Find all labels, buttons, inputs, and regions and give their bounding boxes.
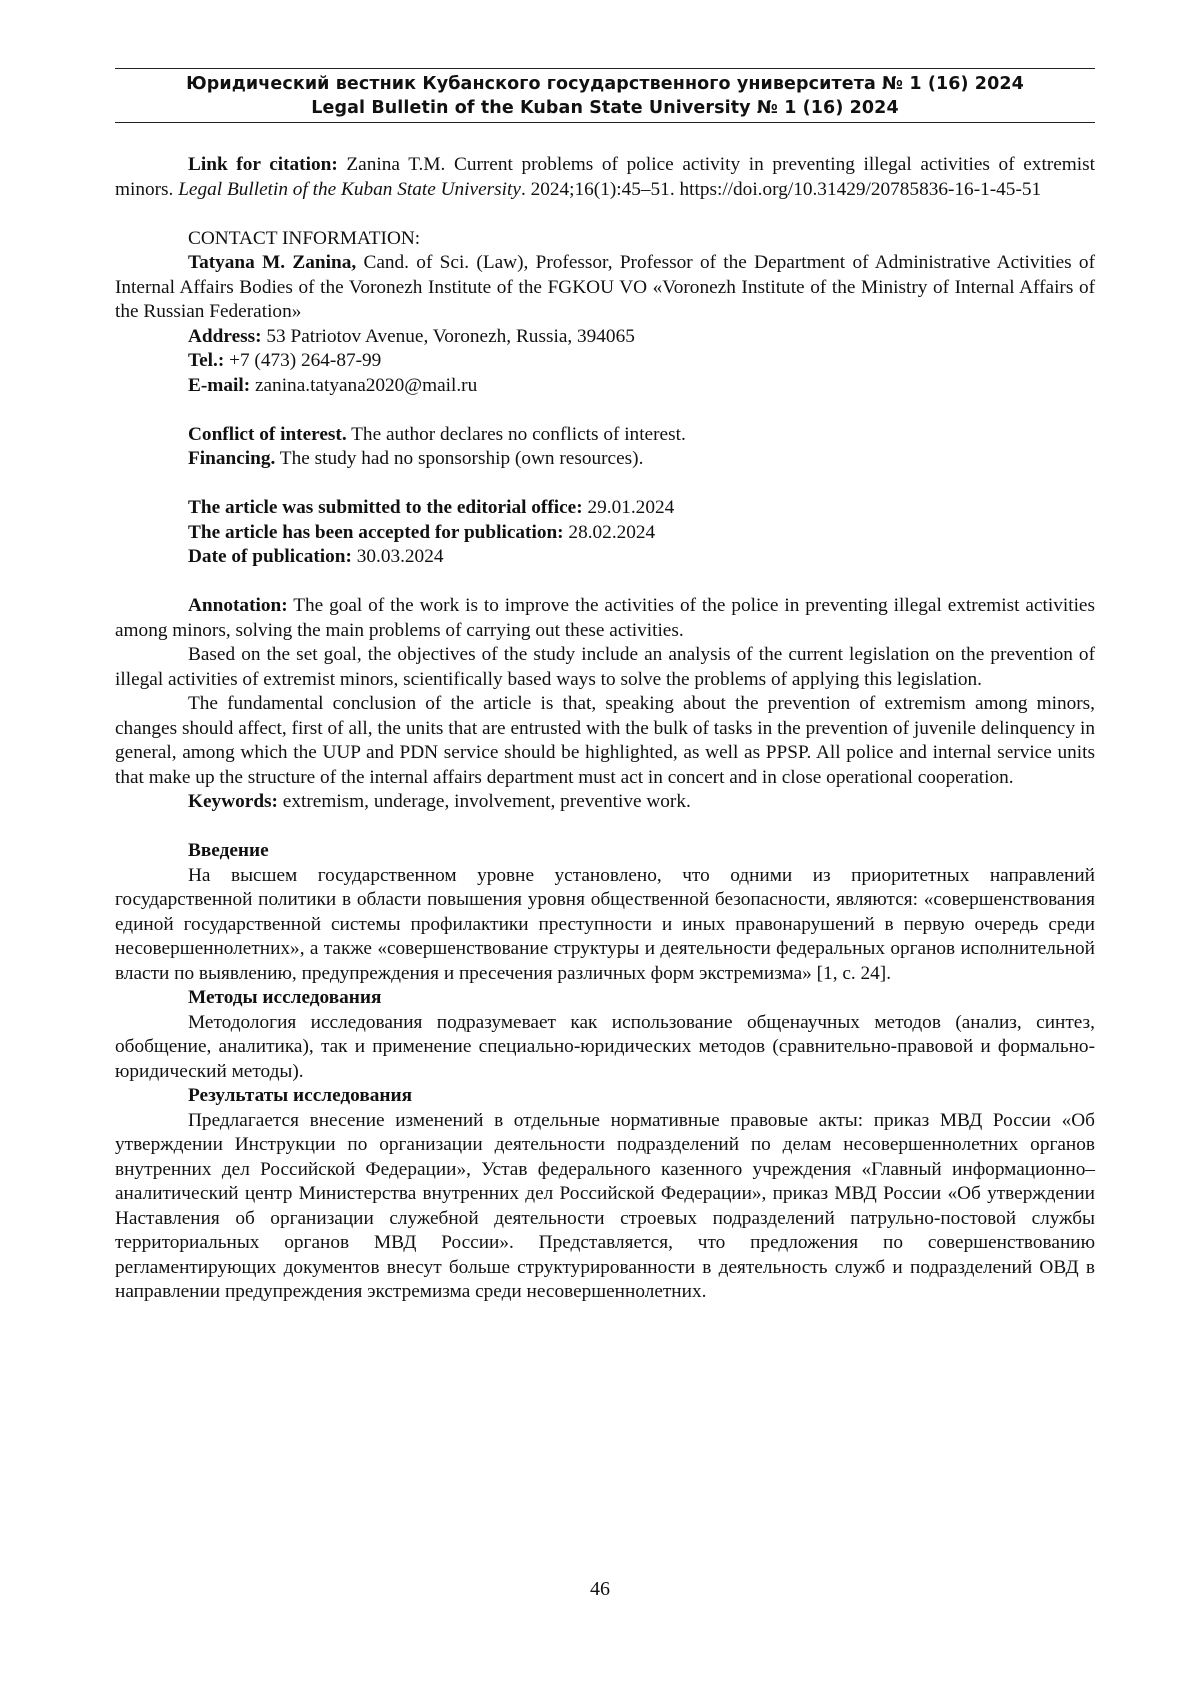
annotation-p1-text: The goal of the work is to improve the activities of the police in preventing illegal extremist activities among minors, solving the main problems of carrying out these activities.	[115, 595, 1095, 641]
header-title-ru: Юридический вестник Кубанского государственного университета № 1 (16) 2024	[186, 74, 1024, 94]
header-title-en: Legal Bulletin of the Kuban State University № 1 (16) 2024	[311, 98, 899, 118]
page-number: 46	[590, 1578, 610, 1600]
address-line	[115, 325, 1095, 350]
keywords-text: extremism, underage, involvement, preventive work.	[277, 791, 691, 812]
keywords-label: Keywords:	[188, 791, 278, 812]
address-value: 53 Patriotov Avenue, Voronezh, Russia, 394065	[261, 325, 635, 347]
citation-block	[115, 153, 1095, 202]
accepted-label: The article has been accepted for publication:	[188, 521, 564, 543]
financing-label: Financing.	[188, 448, 276, 469]
submitted-label: The article was submitted to the editorial office:	[188, 497, 583, 518]
citation-label: Link for citation:	[188, 154, 338, 175]
annotation-p3: The fundamental conclusion of the article is that, speaking about the prevention of extremism among minors, changes should affect, first of all, the units that are entrusted with the bulk of tasks in the prevention of juvenile delinquency in general, among which the UUP and PDN service should be highlighted, as well as PPSP. All police and internal service units that make up the structure of the internal affairs department must act in concert and in close operational cooperation.	[115, 693, 1095, 788]
annotation-p2: Based on the set goal, the objectives of the study include an analysis of the current legislation on the prevention of illegal activities of extremist minors, scientifically based ways to solve the problems of applying this legislation.	[115, 644, 1095, 690]
conflict-label: Conflict of interest.	[188, 423, 347, 445]
author-info	[115, 251, 1095, 325]
author-position: Cand. of Sci. (Law), Professor, Professor of the Department of Administrative Activities of Internal Affairs Bodies of the Voronezh Institute of the FGKOU VO «Voronezh Institute of the Ministry of Internal Affairs of the Russian Federation»	[115, 252, 1095, 322]
keywords-line	[115, 790, 1095, 815]
section-heading-intro	[115, 839, 1095, 864]
annotation-p1	[115, 594, 1095, 643]
methods-heading-text: Методы исследования	[188, 987, 382, 1008]
published-date: 30.03.2024	[351, 546, 444, 567]
page	[115, 68, 1095, 1305]
conflict-line	[115, 423, 1095, 448]
financing-text: The study had no sponsorship (own resources).	[275, 448, 644, 469]
results-heading-text: Результаты исследования	[188, 1085, 413, 1106]
citation-text-after: . 2024;16(1):45–51. https://doi.org/10.31429/20785836-16-1-45-51	[520, 178, 1042, 200]
submitted-line	[115, 496, 1095, 521]
running-header	[115, 68, 1095, 123]
email-value: zanina.tatyana2020@mail.ru	[250, 374, 478, 396]
section-heading-results	[115, 1084, 1095, 1109]
published-label: Date of publication:	[188, 546, 352, 567]
contact-heading: CONTACT INFORMATION:	[188, 227, 421, 249]
accepted-line	[115, 521, 1095, 546]
address-label: Address:	[188, 325, 262, 347]
tel-label: Tel.:	[188, 350, 225, 371]
financing-line	[115, 447, 1095, 472]
author-name: Tatyana M. Zanina,	[188, 252, 357, 273]
published-line	[115, 545, 1095, 570]
annotation-label: Annotation:	[188, 595, 288, 616]
citation-text-before: Zanina T.M. Current problems of police activity in preventing illegal activities of extremist minors.	[115, 154, 1095, 200]
accepted-date: 28.02.2024	[563, 521, 656, 543]
article-body	[115, 153, 1095, 1305]
citation-journal: Legal Bulletin of the Kuban State University	[178, 178, 521, 200]
section-heading-methods	[115, 986, 1095, 1011]
tel-value: +7 (473) 264-87-99	[224, 350, 382, 371]
submitted-date: 29.01.2024	[582, 497, 675, 518]
intro-text: На высшем государственном уровне установлено, что одними из приоритетных направлений государственной политики в области повышения уровня общественной безопасности, являются: «совершенствования единой государственной системы профилактики преступности и иных правонарушений в первую очередь среди несовершеннолетних», а также «совершенствование структуры и деятельности федеральных органов исполнительной власти по выявлению, предупреждения и пресечения различных форм экстремизма» [1, с. 24].	[115, 864, 1095, 984]
tel-line	[115, 349, 1095, 374]
email-line	[115, 374, 1095, 399]
conflict-text: The author declares no conflicts of interest.	[346, 423, 686, 445]
email-label: E-mail:	[188, 374, 251, 396]
intro-heading-text: Введение	[188, 840, 269, 861]
results-text: Предлагается внесение изменений в отдельные нормативные правовые акты: приказ МВД России «Об утверждении Инструкции по организации деятельности подразделений по делам несовершеннолетних органов внутренних дел Российской Федерации», Устав федерального казенного учреждения «Главный информационно–аналитический центр Министерства внутренних дел Российской Федерации», приказ МВД России «Об утверждении Наставления об организации служебной деятельности строевых подразделений патрульно-постовой службы территориальных органов МВД России». Представляется, что предложения по совершенствованию регламентирующих документов внесут больше структурированности в деятельность служб и подразделений ОВД в направлении предупреждения экстремизма среди несовершеннолетних.	[115, 1109, 1095, 1302]
methods-text: Методология исследования подразумевает как использование общенаучных методов (анализ, синтез, обобщение, аналитика), так и применение специально-юридических методов (сравнительно-правовой и формально-юридический методы).	[115, 1011, 1095, 1082]
